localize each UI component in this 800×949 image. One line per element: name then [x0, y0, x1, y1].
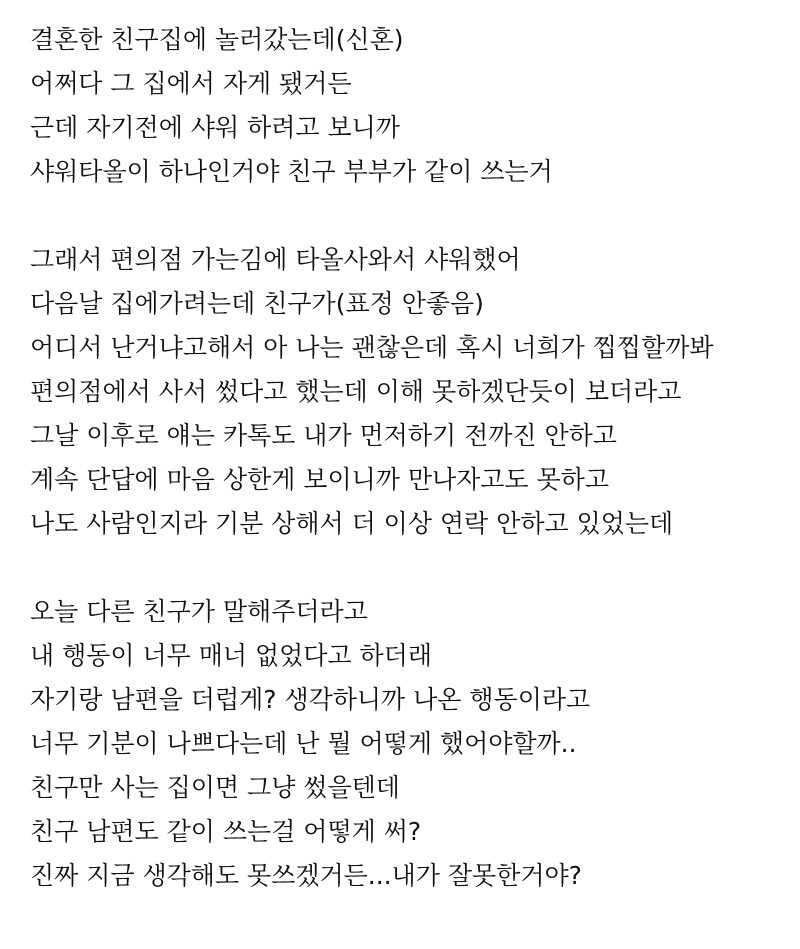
paragraph-2 — [30, 238, 790, 546]
text-line: 그날 이후로 얘는 카톡도 내가 먼저하기 전까진 안하고 — [30, 421, 617, 450]
text-line: 진짜 지금 생각해도 못쓰겠거든...내가 잘못한거야? — [30, 861, 582, 890]
paragraph-3 — [30, 590, 790, 898]
text-line: 결혼한 친구집에 놀러갔는데(신혼) — [30, 25, 404, 54]
text-line: 자기랑 남편을 더럽게? 생각하니까 나온 행동이라고 — [30, 685, 591, 714]
paragraph-1 — [30, 18, 790, 194]
text-line: 친구만 사는 집이면 그냥 썼을텐데 — [30, 773, 400, 802]
text-line: 내 행동이 너무 매너 없었다고 하더래 — [30, 641, 432, 670]
text-line: 나도 사람인지라 기분 상해서 더 이상 연락 안하고 있었는데 — [30, 509, 674, 538]
text-line: 어디서 난거냐고해서 아 나는 괜찮은데 혹시 너희가 찝찝할까봐 — [30, 333, 714, 362]
text-line: 친구 남편도 같이 쓰는걸 어떻게 써? — [30, 817, 422, 846]
text-line: 근데 자기전에 샤워 하려고 보니까 — [30, 113, 400, 142]
text-line: 샤워타올이 하나인거야 친구 부부가 같이 쓰는거 — [30, 157, 553, 186]
text-line: 다음날 집에가려는데 친구가(표정 안좋음) — [30, 289, 484, 318]
text-line: 너무 기분이 나쁘다는데 난 뭘 어떻게 했어야할까.. — [30, 729, 577, 758]
text-line: 그래서 편의점 가는김에 타올사와서 샤워했어 — [30, 245, 521, 274]
text-line: 오늘 다른 친구가 말해주더라고 — [30, 597, 368, 626]
text-line: 계속 단답에 마음 상한게 보이니까 만나자고도 못하고 — [30, 465, 609, 494]
text-line: 편의점에서 사서 썼다고 했는데 이해 못하겠단듯이 보더라고 — [30, 377, 682, 406]
post-body — [30, 18, 790, 898]
text-line: 어쩌다 그 집에서 자게 됐거든 — [30, 69, 352, 98]
